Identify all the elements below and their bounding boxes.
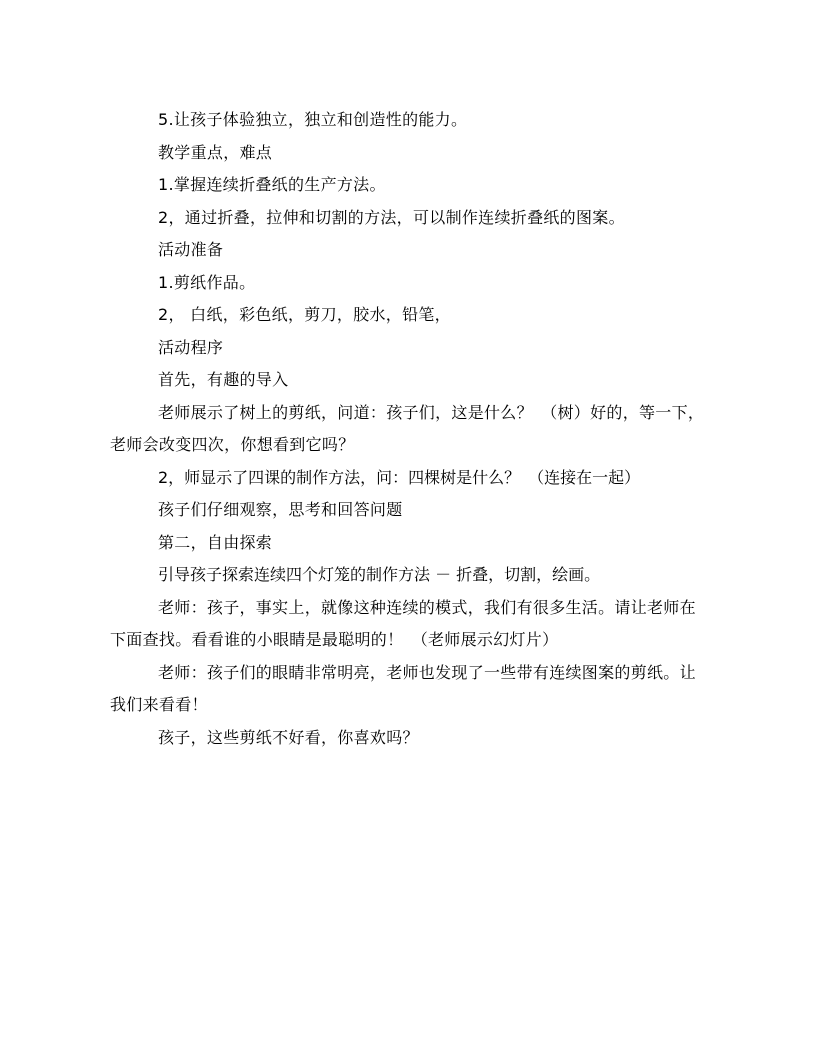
paragraph-preparation-1: 1.剪纸作品。 — [158, 272, 256, 292]
paragraph-objective-5: 5.让孩子体验独立，独立和创造性的能力。 — [158, 110, 468, 129]
paragraph-children-like: 孩子，这些剪纸不好看，你喜欢吗？ — [158, 727, 419, 747]
paragraph-teacher-patterns: 老师：孩子，事实上，就像这种连续的模式，我们有很多生活。请让老师在下面查找。看看谁的小眼睛是最聪明的！ （老师展示幻灯片） — [110, 597, 696, 649]
paragraph-key-point-2: 2，通过折叠，拉伸和切割的方法，可以制作连续折叠纸的图案。 — [158, 207, 625, 227]
heading-free-exploration: 第二，自由探索 — [158, 532, 273, 552]
paragraph-teacher-shows-tree: 老师展示了树上的剪纸，问道：孩子们，这是什么？ （树）好的，等一下，老师会改变四次，你想看到它吗？ — [110, 402, 705, 454]
paragraph-lantern-method: 引导孩子探索连续四个灯笼的制作方法 － 折叠，切割，绘画。 — [158, 565, 601, 584]
paragraph-four-trees: 2，师显示了四课的制作方法，问：四棵树是什么？ （连接在一起） — [158, 467, 641, 487]
document-body — [110, 104, 710, 754]
paragraph-teacher-bright-eyes: 老师：孩子们的眼睛非常明亮，老师也发现了一些带有连续图案的剪纸。让我们来看看！ — [110, 662, 696, 714]
heading-procedure: 活动程序 — [158, 337, 224, 357]
heading-preparation: 活动准备 — [158, 240, 224, 259]
paragraph-preparation-2: 2， 白纸，彩色纸，剪刀，胶水，铅笔， — [158, 305, 451, 324]
heading-key-points: 教学重点，难点 — [158, 142, 273, 162]
paragraph-key-point-1: 1.掌握连续折叠纸的生产方法。 — [158, 175, 386, 194]
heading-intro: 首先，有趣的导入 — [158, 370, 289, 389]
paragraph-children-observe: 孩子们仔细观察，思考和回答问题 — [158, 500, 403, 519]
